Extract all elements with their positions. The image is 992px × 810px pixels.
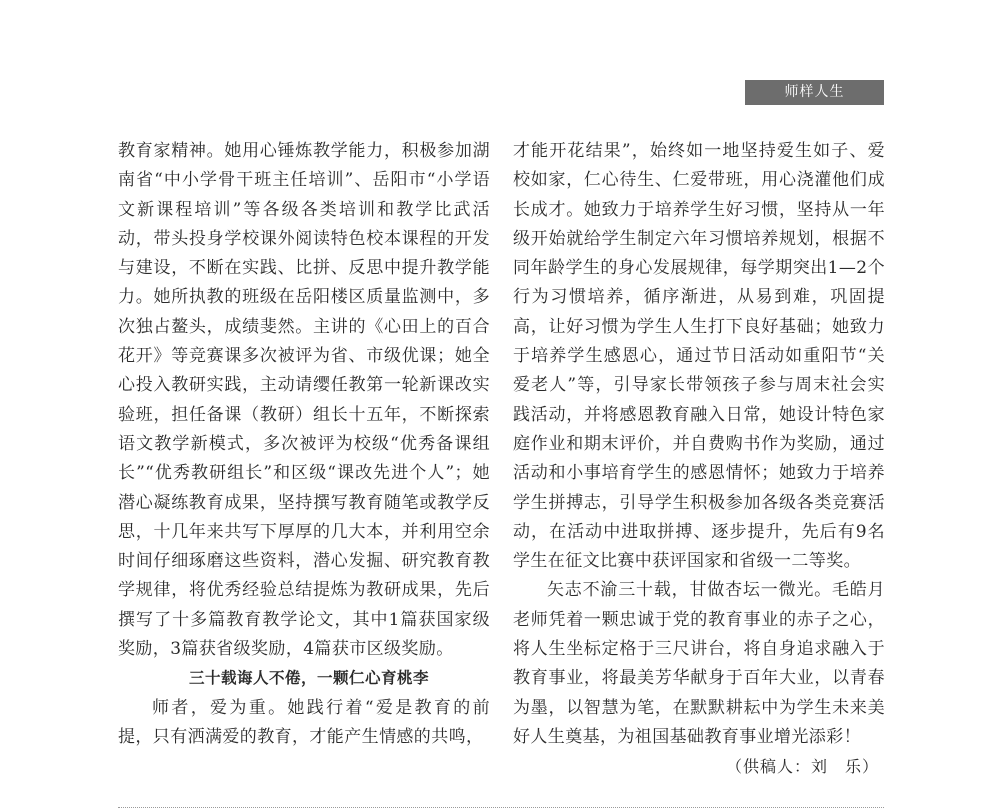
left-paragraph-1: 教育家精神。她用心锤炼教学能力，积极参加湖南省“中小学骨干班主任培训”、岳阳市“小学语文新课程培训”等各级各类培训和教学比武活动，带头投身学校课外阅读特色校本课程的开发与建设，不断在实践、比拼、反思中提升教学能力。她所执教的班级在岳阳楼区质量监测中，多次独占鳌头，成绩斐然。主讲的《心田上的百合花开》等竞赛课多次被评为省、市级优课；她全心投入教研实践，主动请缨任教第一轮新课改实验班，担任备课（教研）组长十五年，不断探索语文教学新模式，多次被评为校级“优秀备课组长”“优秀教研组长”和区级“课改先进个人”；她潜心凝练教育成果，坚持撰写教育随笔或教学反思，十几年来共写下厚厚的几大本，并利用空余时间仔细琢磨这些资料，潜心发掘、研究教育教学规律，将优秀经验总结提炼为教研成果，先后撰写了十多篇教育教学论文，其中1篇获国家级奖励，3篇获省级奖励，4篇获市区级奖励。 — [118, 141, 490, 660]
left-column — [118, 137, 490, 752]
right-paragraph-2: 矢志不渝三十载，甘做杏坛一微光。毛皓月老师凭着一颗忠诚于党的教育事业的赤子之心，将人生坐标定格于三尺讲台，将自身追求融入于教育事业，将最美芳华献身于百年大业，以青春为墨，以智慧为笔，在默默耕耘中为学生未来美好人生奠基，为祖国基础教育事业增光添彩！ — [513, 580, 885, 747]
section-subheading: 三十载诲人不倦，一颗仁心育桃李 — [188, 669, 429, 688]
section-tab: 师样人生 — [745, 80, 884, 105]
right-column — [513, 137, 885, 782]
right-paragraph-1: 才能开花结果”，始终如一地坚持爱生如子、爱校如家，仁心待生、仁爱带班，用心浇灌他们成长成才。她致力于培养学生好习惯，坚持从一年级开始就给学生制定六年习惯培养规划，根据不同年龄学生的身心发展规律，每学期突出1—2个行为习惯培养，循序渐进，从易到难，巩固提高，让好习惯为学生人生打下良好基础；她致力于培养学生感恩心，通过节日活动如重阳节“关爱老人”等，引导家长带领孩子参与周末社会实践活动，并将感恩教育融入日常，她设计特色家庭作业和期末评价，并自费购书作为奖励，通过活动和小事培育学生的感恩情怀；她致力于培养学生拼搏志，引导学生积极参加各级各类竞赛活动，在活动中进取拼搏、逐步提升，先后有9名学生在征文比赛中获评国家和省级一二等奖。 — [513, 141, 885, 572]
contributor-credit: （供稿人：刘 乐） — [725, 757, 879, 777]
left-paragraph-2: 师者，爱为重。她践行着“爱是教育的前提，只有洒满爱的教育，才能产生情感的共鸣， — [118, 697, 490, 747]
bottom-divider — [118, 807, 884, 808]
